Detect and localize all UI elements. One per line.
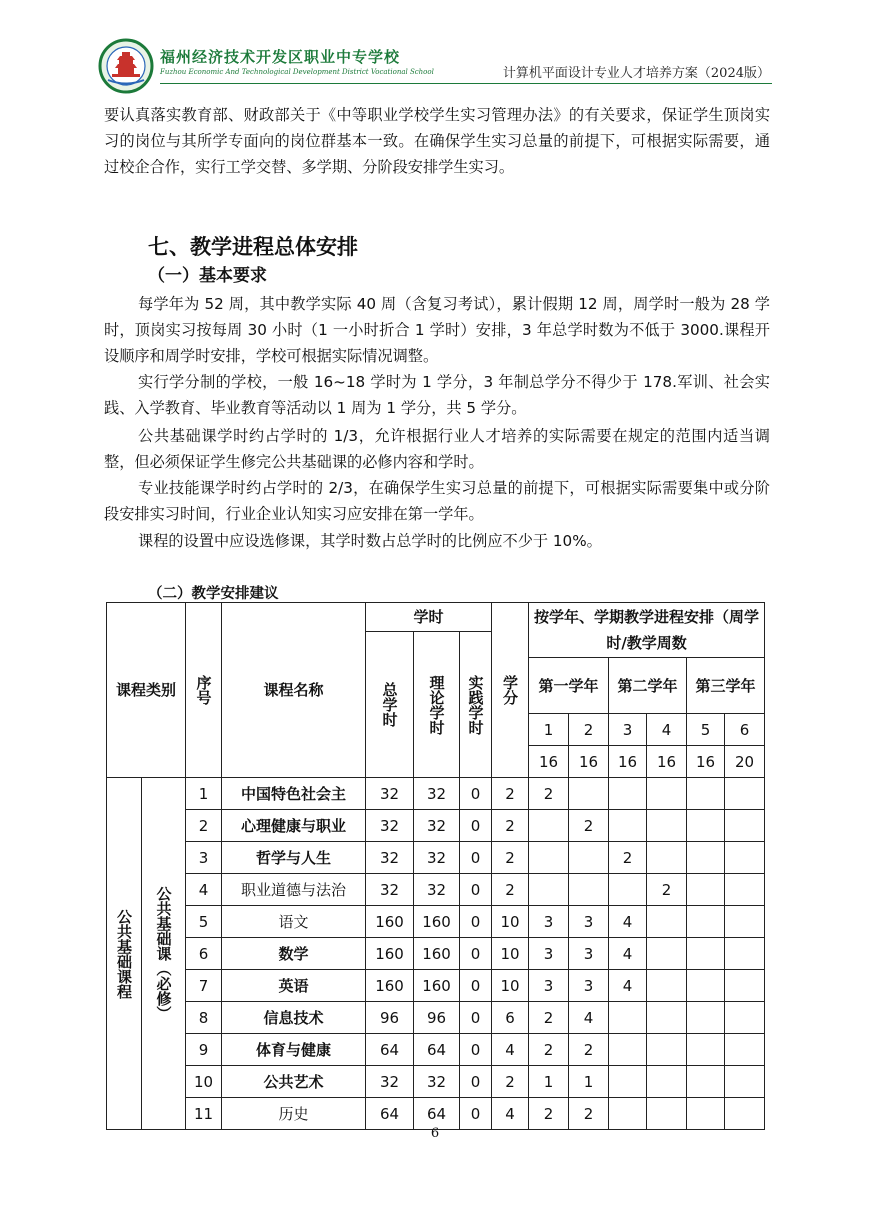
- table-row: [107, 938, 765, 970]
- intro-paragraph: 要认真落实教育部、财政部关于《中等职业学校学生实习管理办法》的有关要求，保证学生顶岗实习的岗位与其所学专面向的岗位群基本一致。在确保学生实习总量的前提下，可根据实际需要，通过校企合作，实行工学交替、多学期、分阶段安排学生实习。: [104, 106, 770, 176]
- school-name-en: Fuzhou Economic And Technological Development District Vocational School: [160, 68, 434, 76]
- cell-s1: 2: [529, 1034, 569, 1066]
- cell-practice: 0: [460, 842, 492, 874]
- plan-title: 计算机平面设计专业人才培养方案（2024版）: [502, 66, 770, 81]
- table-row: [107, 842, 765, 874]
- cell-s4: [647, 938, 687, 970]
- cell-practice: 0: [460, 938, 492, 970]
- cell-s3: 4: [609, 906, 647, 938]
- cell-seq: 2: [186, 810, 222, 842]
- semester-3: 3: [609, 714, 647, 746]
- cell-s3: [609, 778, 647, 810]
- cell-s5: [687, 1066, 725, 1098]
- cell-s2: 2: [569, 810, 609, 842]
- paragraph-credits: 实行学分制的学校，一般 16~18 学时为 1 学分，3 年制总学分不得少于 178.军训、社会实践、入学教育、毕业教育等活动以 1 周为 1 学分，共 5 学分。: [104, 373, 770, 417]
- school-logo-icon: [98, 38, 154, 94]
- cell-total: 32: [366, 874, 414, 906]
- cell-s4: [647, 810, 687, 842]
- cell-total: 160: [366, 970, 414, 1002]
- cell-s5: [687, 810, 725, 842]
- cell-s5: [687, 938, 725, 970]
- cell-practice: 0: [460, 778, 492, 810]
- weeks-1: 16: [529, 746, 569, 778]
- header-total-hours: 总学时: [380, 682, 399, 727]
- category-sub: 公共基础课（必修）: [154, 886, 173, 1021]
- table-row: [107, 906, 765, 938]
- cell-s2: [569, 874, 609, 906]
- header-year-1: 第一学年: [529, 658, 609, 714]
- cell-seq: 9: [186, 1034, 222, 1066]
- weeks-4: 16: [647, 746, 687, 778]
- cell-s2: 2: [569, 1034, 609, 1066]
- cell-theory: 96: [414, 1002, 460, 1034]
- cell-theory: 32: [414, 874, 460, 906]
- cell-seq: 3: [186, 842, 222, 874]
- cell-practice: 0: [460, 810, 492, 842]
- cell-s6: [725, 1066, 765, 1098]
- semester-6: 6: [725, 714, 765, 746]
- header-divider: [160, 83, 772, 84]
- cell-credits: 2: [492, 810, 529, 842]
- cell-credits: 4: [492, 1034, 529, 1066]
- cell-s4: [647, 1098, 687, 1130]
- section-title: 七、教学进程总体安排: [148, 235, 358, 259]
- cell-practice: 0: [460, 1066, 492, 1098]
- cell-total: 32: [366, 810, 414, 842]
- cell-s1: 3: [529, 970, 569, 1002]
- cell-s1: 1: [529, 1066, 569, 1098]
- cell-credits: 2: [492, 874, 529, 906]
- cell-credits: 2: [492, 842, 529, 874]
- cell-s5: [687, 1034, 725, 1066]
- cell-s6: [725, 1034, 765, 1066]
- page-number: 6: [430, 1126, 440, 1141]
- cell-theory: 160: [414, 970, 460, 1002]
- cell-s3: [609, 810, 647, 842]
- header-credits: 学分: [501, 675, 520, 705]
- cell-total: 160: [366, 906, 414, 938]
- cell-practice: 0: [460, 874, 492, 906]
- school-name-cn: 福州经济技术开发区职业中专学校: [160, 48, 401, 66]
- cell-s1: [529, 842, 569, 874]
- cell-theory: 160: [414, 938, 460, 970]
- weeks-6: 20: [725, 746, 765, 778]
- weeks-3: 16: [609, 746, 647, 778]
- cell-s4: [647, 842, 687, 874]
- header-schedule: 按学年、学期教学进程安排（周学时/教学周数: [529, 603, 765, 658]
- semester-5: 5: [687, 714, 725, 746]
- cell-s2: 4: [569, 1002, 609, 1034]
- cell-s1: 2: [529, 1098, 569, 1130]
- paragraph-weeks: 每学年为 52 周，其中教学实际 40 周（含复习考试），累计假期 12 周，周学时一般为 28 学时，顶岗实习按每周 30 小时（1 一小时折合 1 学时）安排，3 年总学时数为不低于 3000.课程开设顺序和周学时安排，学校可根据实际情况调整。: [104, 295, 770, 365]
- cell-credits: 2: [492, 1066, 529, 1098]
- cell-total: 160: [366, 938, 414, 970]
- cell-seq: 6: [186, 938, 222, 970]
- cell-theory: 32: [414, 810, 460, 842]
- cell-name: 历史: [222, 1098, 366, 1130]
- cell-s6: [725, 842, 765, 874]
- cell-s4: [647, 906, 687, 938]
- cell-s3: [609, 874, 647, 906]
- header-hours: 学时: [366, 603, 492, 632]
- paragraph-public-courses: 公共基础课学时约占学时的 1/3，允许根据行业人才培养的实际需要在规定的范围内适当调整，但必须保证学生修完公共基础课的必修内容和学时。: [104, 427, 770, 471]
- semester-2: 2: [569, 714, 609, 746]
- cell-total: 32: [366, 778, 414, 810]
- cell-name: 英语: [222, 970, 366, 1002]
- cell-s1: 2: [529, 778, 569, 810]
- cell-s2: 3: [569, 906, 609, 938]
- table-row: [107, 1002, 765, 1034]
- cell-total: 32: [366, 842, 414, 874]
- header-year-3: 第三学年: [687, 658, 765, 714]
- semester-4: 4: [647, 714, 687, 746]
- cell-seq: 7: [186, 970, 222, 1002]
- cell-s1: 2: [529, 1002, 569, 1034]
- cell-seq: 1: [186, 778, 222, 810]
- cell-name: 职业道德与法治: [222, 874, 366, 906]
- cell-s2: 1: [569, 1066, 609, 1098]
- cell-total: 32: [366, 1066, 414, 1098]
- cell-name: 语文: [222, 906, 366, 938]
- cell-s2: 3: [569, 938, 609, 970]
- table-row: [107, 874, 765, 906]
- page-header: [98, 38, 770, 84]
- cell-s5: [687, 874, 725, 906]
- category-main: 公共基础课程: [115, 908, 133, 999]
- cell-name: 信息技术: [222, 1002, 366, 1034]
- cell-practice: 0: [460, 970, 492, 1002]
- header-category: 课程类别: [107, 603, 186, 778]
- cell-s3: 2: [609, 842, 647, 874]
- cell-s4: [647, 1002, 687, 1034]
- cell-theory: 64: [414, 1098, 460, 1130]
- cell-practice: 0: [460, 906, 492, 938]
- cell-seq: 5: [186, 906, 222, 938]
- header-course-name: 课程名称: [222, 603, 366, 778]
- cell-credits: 4: [492, 1098, 529, 1130]
- header-year-2: 第二学年: [609, 658, 687, 714]
- cell-practice: 0: [460, 1034, 492, 1066]
- cell-theory: 160: [414, 906, 460, 938]
- table-row: [107, 970, 765, 1002]
- cell-total: 64: [366, 1098, 414, 1130]
- cell-s3: [609, 1002, 647, 1034]
- cell-s1: [529, 874, 569, 906]
- cell-s6: [725, 874, 765, 906]
- weeks-2: 16: [569, 746, 609, 778]
- cell-theory: 64: [414, 1034, 460, 1066]
- table-row: [107, 778, 765, 810]
- cell-s5: [687, 1098, 725, 1130]
- subsection-basic-requirements: （一）基本要求: [148, 266, 267, 286]
- cell-s3: [609, 1098, 647, 1130]
- cell-s5: [687, 842, 725, 874]
- cell-s5: [687, 906, 725, 938]
- header-theory-hours: 理论学时: [427, 674, 446, 735]
- cell-s3: 4: [609, 970, 647, 1002]
- cell-s2: [569, 842, 609, 874]
- cell-total: 64: [366, 1034, 414, 1066]
- header-practice-hours: 实践学时: [466, 674, 485, 735]
- cell-s2: 2: [569, 1098, 609, 1130]
- header-seq: 序号: [194, 675, 213, 705]
- paragraph-electives: 课程的设置中应设选修课，其学时数占总学时的比例应不少于 10%。: [138, 532, 602, 550]
- table-row: [107, 1034, 765, 1066]
- cell-credits: 10: [492, 938, 529, 970]
- cell-s6: [725, 970, 765, 1002]
- cell-s5: [687, 1002, 725, 1034]
- cell-seq: 11: [186, 1098, 222, 1130]
- cell-theory: 32: [414, 1066, 460, 1098]
- cell-theory: 32: [414, 778, 460, 810]
- cell-s1: [529, 810, 569, 842]
- cell-s5: [687, 778, 725, 810]
- cell-name: 心理健康与职业: [222, 810, 366, 842]
- teaching-schedule-table: [106, 602, 765, 1130]
- cell-seq: 4: [186, 874, 222, 906]
- cell-credits: 10: [492, 906, 529, 938]
- cell-s6: [725, 1098, 765, 1130]
- cell-s3: 4: [609, 938, 647, 970]
- cell-name: 数学: [222, 938, 366, 970]
- cell-name: 哲学与人生: [222, 842, 366, 874]
- cell-s4: 2: [647, 874, 687, 906]
- cell-credits: 6: [492, 1002, 529, 1034]
- table-row: [107, 1066, 765, 1098]
- weeks-5: 16: [687, 746, 725, 778]
- cell-s6: [725, 906, 765, 938]
- cell-practice: 0: [460, 1098, 492, 1130]
- cell-s3: [609, 1066, 647, 1098]
- cell-s6: [725, 938, 765, 970]
- cell-seq: 8: [186, 1002, 222, 1034]
- cell-s2: 3: [569, 970, 609, 1002]
- cell-s6: [725, 1002, 765, 1034]
- cell-name: 公共艺术: [222, 1066, 366, 1098]
- cell-credits: 10: [492, 970, 529, 1002]
- cell-s4: [647, 778, 687, 810]
- cell-practice: 0: [460, 1002, 492, 1034]
- cell-seq: 10: [186, 1066, 222, 1098]
- subsection-teaching-arrangement: （二）教学安排建议: [148, 586, 279, 602]
- paragraph-professional-courses: 专业技能课学时约占学时的 2/3，在确保学生实习总量的前提下，可根据实际需要集中或分阶段安排实习时间，行业企业认知实习应安排在第一学年。: [104, 479, 770, 523]
- cell-name: 中国特色社会主: [222, 778, 366, 810]
- cell-s4: [647, 1066, 687, 1098]
- cell-credits: 2: [492, 778, 529, 810]
- cell-s1: 3: [529, 906, 569, 938]
- semester-1: 1: [529, 714, 569, 746]
- cell-s6: [725, 810, 765, 842]
- cell-s1: 3: [529, 938, 569, 970]
- cell-s5: [687, 970, 725, 1002]
- cell-theory: 32: [414, 842, 460, 874]
- cell-s4: [647, 1034, 687, 1066]
- cell-s4: [647, 970, 687, 1002]
- cell-s2: [569, 778, 609, 810]
- table-row: [107, 1098, 765, 1130]
- cell-s6: [725, 778, 765, 810]
- cell-total: 96: [366, 1002, 414, 1034]
- cell-s3: [609, 1034, 647, 1066]
- cell-name: 体育与健康: [222, 1034, 366, 1066]
- table-row: [107, 810, 765, 842]
